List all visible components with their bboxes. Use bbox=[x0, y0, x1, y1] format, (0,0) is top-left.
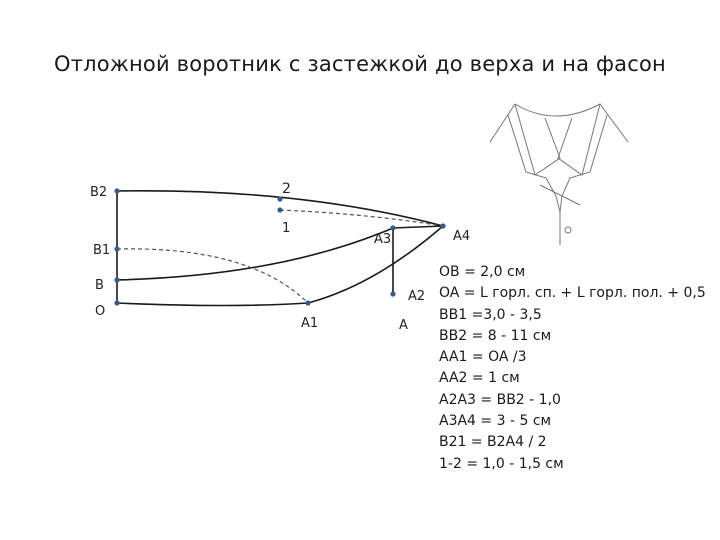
neckline-curve-left bbox=[117, 303, 308, 306]
point-a2 bbox=[390, 291, 395, 296]
point-b1 bbox=[114, 246, 119, 251]
label-a4: A4 bbox=[453, 229, 471, 244]
formula-line: BB1 =3,0 - 3,5 bbox=[439, 306, 542, 323]
label-b: B bbox=[95, 278, 104, 293]
formula-list bbox=[439, 262, 706, 475]
point-b2 bbox=[114, 188, 119, 193]
point-a4 bbox=[440, 223, 445, 228]
construction-points bbox=[114, 188, 445, 305]
collar-sketch-icon bbox=[490, 104, 628, 245]
label-1: 1 bbox=[282, 221, 291, 236]
label-o: O bbox=[95, 304, 106, 319]
label-a1: A1 bbox=[301, 316, 319, 331]
center-curve bbox=[117, 228, 393, 280]
formula-line: BB2 = 8 - 11 см bbox=[439, 327, 552, 344]
upper-dashed-curve bbox=[280, 210, 443, 226]
label-b2: B2 bbox=[90, 185, 108, 200]
a3-a4-line bbox=[393, 226, 443, 228]
point-o bbox=[114, 300, 119, 305]
formula-line: A3A4 = 3 - 5 см bbox=[439, 413, 552, 430]
point-b bbox=[114, 277, 119, 282]
point-2 bbox=[277, 196, 282, 201]
formula-line: AA1 = OA /3 bbox=[439, 349, 527, 366]
point-1 bbox=[277, 207, 282, 212]
b1-dashed-curve bbox=[117, 249, 308, 303]
formula-line: A2A3 = BB2 - 1,0 bbox=[439, 391, 561, 408]
construction-lines bbox=[117, 210, 443, 303]
formula-line: B21 = B2A4 / 2 bbox=[439, 434, 547, 451]
page-title: Отложной воротник с застежкой до верха и на фасон bbox=[54, 52, 666, 76]
label-2: 2 bbox=[282, 181, 291, 197]
formula-line: OA = L горл. сп. + L горл. пол. + 0,5 bbox=[439, 285, 706, 302]
formula-line: AA2 = 1 см bbox=[439, 370, 520, 387]
formula-line: 1-2 = 1,0 - 1,5 см bbox=[439, 455, 564, 472]
point-a1 bbox=[305, 300, 310, 305]
point-a3 bbox=[390, 225, 395, 230]
label-a2: A2 bbox=[408, 289, 426, 304]
label-a: A bbox=[399, 318, 408, 333]
formula-line: OB = 2,0 см bbox=[439, 264, 526, 280]
label-b1: B1 bbox=[93, 243, 111, 258]
label-a3: A3 bbox=[374, 232, 392, 247]
